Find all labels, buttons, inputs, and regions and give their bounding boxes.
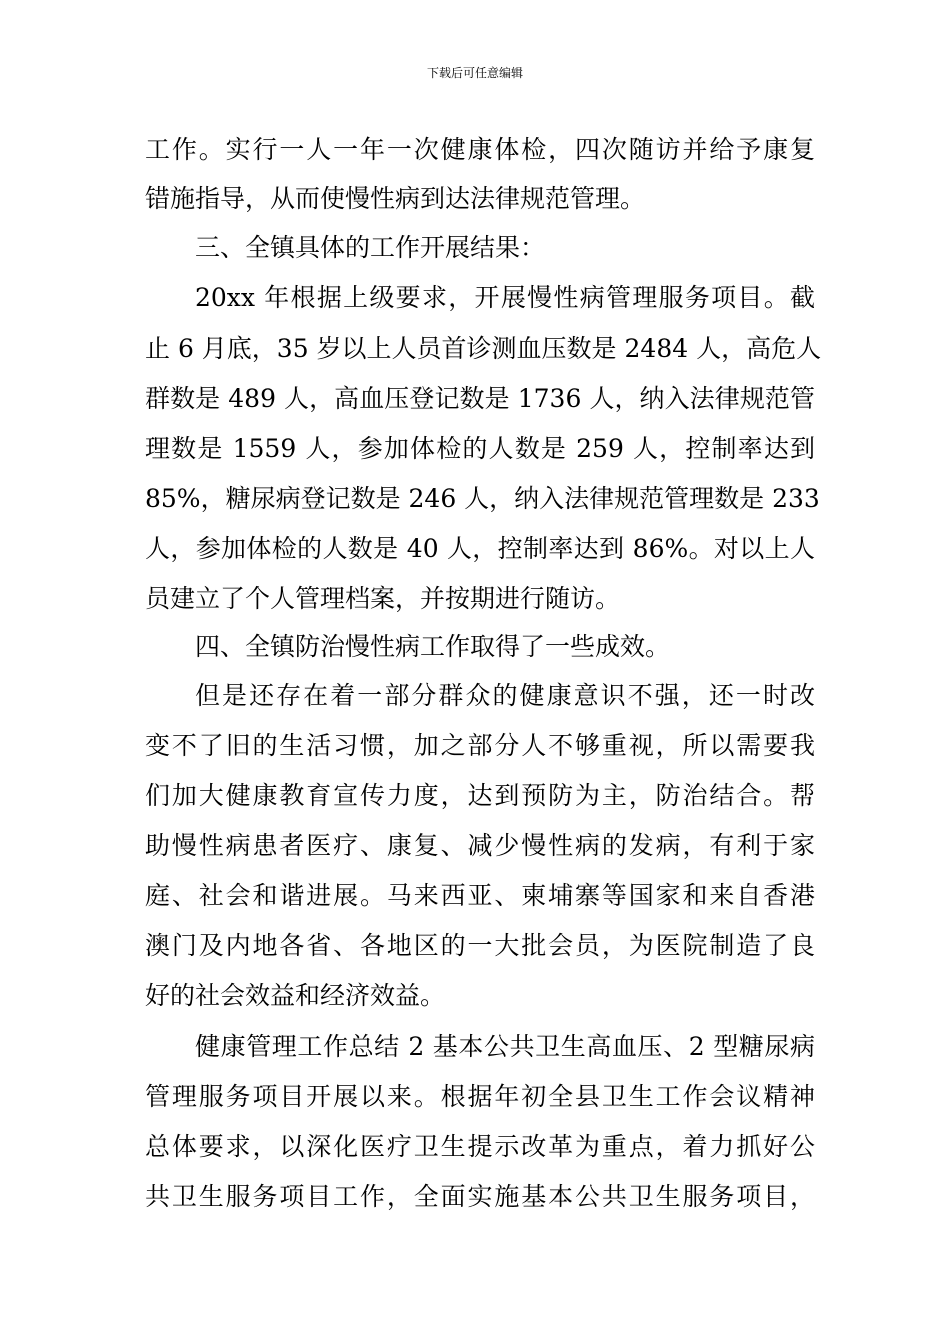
text-line: 但是还存在着一部分群众的健康意识不强，还一时改 — [195, 681, 815, 710]
text-line: 健康管理工作总结 2 基本公共卫生高血压、2 型糖尿病 — [195, 1032, 815, 1061]
text-line: 错施指导，从而使慢性病到达法律规范管理。 — [145, 184, 646, 213]
text-line: 共卫生服务项目工作，全面实施基本公共卫生服务项目， — [145, 1182, 815, 1211]
text-line: 助慢性病患者医疗、康复、减少慢性病的发病，有利于家 — [145, 831, 815, 860]
text-line: 20xx 年根据上级要求，开展慢性病管理服务项目。截 — [195, 283, 815, 312]
text-line: 员建立了个人管理档案，并按期进行随访。 — [145, 584, 621, 613]
text-line: 人，参加体检的人数是 40 人，控制率达到 86%。对以上人 — [145, 534, 815, 563]
text-line: 理数是 1559 人，参加体检的人数是 259 人，控制率达到 — [145, 434, 815, 463]
text-line: 85%，糖尿病登记数是 246 人，纳入法律规范管理数是 233 — [145, 484, 820, 513]
text-line: 们加大健康教育宣传力度，达到预防为主，防治结合。帮 — [145, 781, 815, 810]
page-header: 下载后可任意编辑 — [426, 66, 523, 80]
text-line: 庭、社会和谐进展。马来西亚、柬埔寨等国家和来自香港 — [145, 881, 815, 910]
text-line: 止 6 月底，35 岁以上人员首诊测血压数是 2484 人，高危人 — [145, 334, 822, 363]
section-heading: 四、全镇防治慢性病工作取得了一些成效。 — [195, 632, 671, 661]
text-line: 群数是 489 人，高血压登记数是 1736 人，纳入法律规范管 — [145, 384, 815, 413]
text-line: 管理服务项目开展以来。根据年初全县卫生工作会议精神 — [145, 1082, 815, 1111]
section-heading: 三、全镇具体的工作开展结果： — [195, 233, 546, 262]
text-line: 总体要求，以深化医疗卫生提示改革为重点，着力抓好公 — [145, 1132, 815, 1161]
text-line: 变不了旧的生活习惯，加之部分人不够重视，所以需要我 — [145, 731, 815, 760]
text-line: 工作。实行一人一年一次健康体检，四次随访并给予康复 — [145, 135, 815, 164]
text-line: 澳门及内地各省、各地区的一大批会员，为医院制造了良 — [145, 931, 815, 960]
text-line: 好的社会效益和经济效益。 — [145, 981, 446, 1010]
